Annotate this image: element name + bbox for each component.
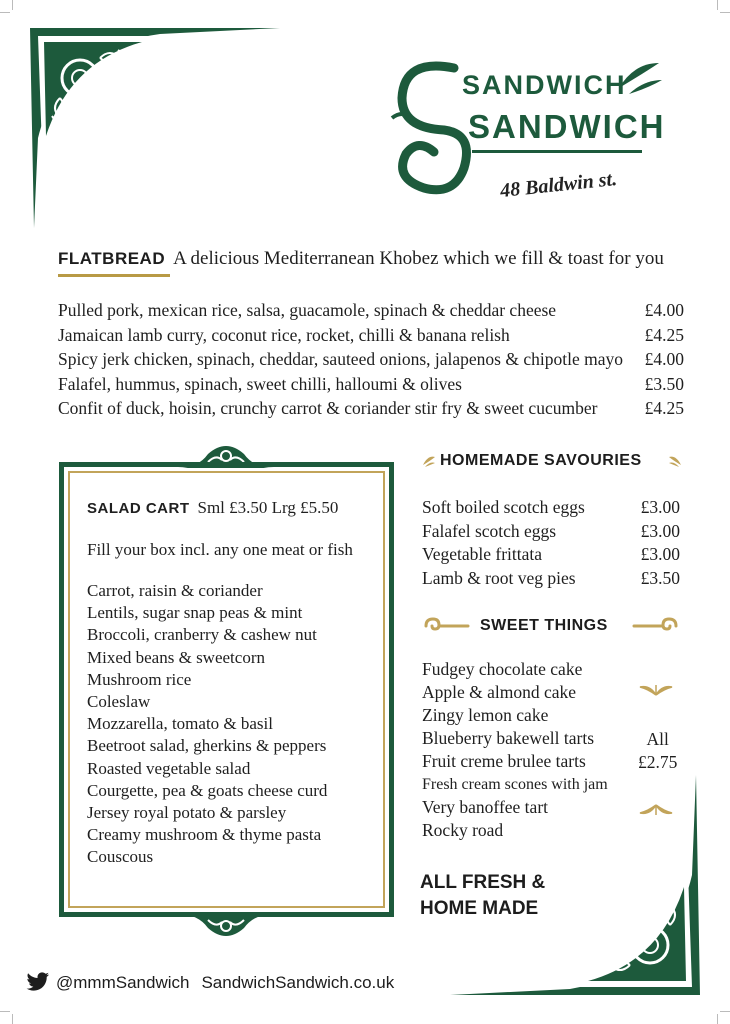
list-item: Zingy lemon cake [422, 705, 549, 725]
item-name: Jamaican lamb curry, coconut rice, rocket, chilli & banana relish [58, 324, 510, 345]
crop-mark [717, 1014, 718, 1024]
footer [26, 972, 406, 993]
salad-heading [87, 498, 377, 518]
menu-item [422, 543, 680, 567]
salad-subtitle: Fill your box incl. any one meat or fish [87, 540, 353, 559]
crop-mark [0, 1011, 10, 1012]
item-name: Vegetable frittata [422, 544, 543, 564]
salad-list [87, 580, 377, 869]
menu-item [58, 323, 684, 348]
crop-mark [0, 12, 10, 13]
menu-item [58, 347, 684, 372]
savouries-title: HOMEMADE SAVOURIES [440, 452, 642, 469]
tagline-line-1: ALL FRESH & [420, 872, 546, 893]
item-price: £3.00 [640, 497, 680, 517]
item-price: £4.00 [644, 349, 684, 369]
list-item: Courgette, pea & goats cheese curd [87, 780, 328, 800]
list-item: Mozzarella, tomato & basil [87, 714, 273, 734]
crop-mark [12, 0, 13, 10]
sweet-title: SWEET THINGS [480, 617, 608, 634]
savouries-list [422, 496, 680, 590]
item-name: Spicy jerk chicken, spinach, cheddar, sauteed onions, jalapenos & chipotle mayo [58, 349, 623, 369]
list-item: Jersey royal potato & parsley [87, 803, 287, 823]
sweet-price-block [638, 728, 677, 774]
menu-item [58, 372, 684, 397]
list-item: Broccoli, cranberry & cashew nut [87, 625, 317, 645]
flatbread-list [58, 298, 684, 421]
list-item: Fudgey chocolate cake [422, 659, 583, 679]
list-item: Fresh cream scones with jam [422, 776, 608, 793]
list-item: Beetroot salad, gherkins & peppers [87, 736, 327, 756]
list-item: Apple & almond cake [422, 682, 577, 702]
brand-logo [384, 58, 674, 208]
item-name: Falafel scotch eggs [422, 520, 557, 541]
website-link: SandwichSandwich.co.uk [201, 973, 395, 992]
salad-title: SALAD CART [87, 500, 190, 517]
item-name: Lamb & root veg pies [422, 567, 576, 588]
item-name: Soft boiled scotch eggs [422, 497, 585, 517]
crop-mark [12, 1014, 13, 1024]
ornate-corner-top-left [30, 28, 280, 228]
flatbread-description: A delicious Mediterranean Khobez which we fill & toast for you [173, 248, 664, 269]
list-item: Rocky road [422, 820, 504, 840]
item-price: £4.25 [644, 398, 684, 418]
list-item: Lentils, sugar snap peas & mint [87, 603, 303, 623]
item-name: Pulled pork, mexican rice, salsa, guacamole, spinach & cheddar cheese [58, 300, 557, 320]
menu-item [422, 520, 680, 544]
item-price: £3.50 [640, 567, 680, 588]
twitter-bird-icon [26, 972, 50, 992]
list-item: Creamy mushroom & thyme pasta [87, 825, 322, 845]
list-item: Roasted vegetable salad [87, 758, 251, 778]
fresh-tagline [420, 870, 545, 922]
list-item: Mixed beans & sweetcorn [87, 647, 265, 667]
flatbread-underline [58, 274, 170, 277]
list-item: Very banoffee tart [422, 797, 549, 817]
item-price: £3.50 [644, 373, 684, 394]
menu-item [58, 396, 684, 421]
list-item: Fruit creme brulee tarts [422, 751, 586, 771]
menu-item [422, 567, 680, 591]
salad-sizes: Sml £3.50 Lrg £5.50 [197, 498, 339, 517]
crop-mark [720, 12, 730, 13]
crop-mark [720, 1011, 730, 1012]
item-price: £4.25 [644, 324, 684, 345]
crop-mark [717, 0, 718, 10]
logo-underline [472, 150, 642, 153]
sweet-all-label: All [646, 729, 669, 749]
twitter-handle: @mmmSandwich [56, 973, 190, 992]
list-item: Couscous [87, 847, 154, 867]
item-price: £4.00 [644, 300, 684, 320]
flourish-ornament-icon [638, 803, 674, 817]
scroll-ornament-icon [424, 617, 470, 635]
salad-cart [87, 498, 377, 869]
item-name: Confit of duck, hoisin, crunchy carrot & coriander stir fry & sweet cucumber [58, 398, 598, 418]
logo-word-top: SANDWICH [462, 70, 627, 100]
logo-address: 48 Baldwin st. [499, 167, 619, 203]
logo-word-bottom: SANDWICH [468, 108, 666, 145]
sweet-list [422, 658, 652, 842]
list-item: Mushroom rice [87, 669, 192, 689]
list-item: Carrot, raisin & coriander [87, 581, 263, 600]
menu-item [58, 298, 684, 323]
leaf-ornament-icon [422, 455, 436, 467]
list-item: Blueberry bakewell tarts [422, 728, 595, 748]
flatbread-heading [58, 248, 664, 270]
flourish-ornament-icon [638, 683, 674, 697]
item-price: £3.00 [640, 520, 680, 541]
sweet-all-price: £2.75 [638, 752, 678, 772]
list-item: Coleslaw [87, 692, 151, 712]
flatbread-title: FLATBREAD [58, 249, 166, 268]
item-price: £3.00 [640, 544, 680, 564]
menu-item [422, 496, 680, 520]
scroll-ornament-icon [632, 617, 678, 635]
item-name: Falafel, hummus, spinach, sweet chilli, halloumi & olives [58, 373, 462, 394]
tagline-line-2: HOME MADE [420, 898, 539, 919]
frame-ornament-bottom [178, 914, 274, 940]
leaf-ornament-icon [668, 455, 682, 467]
